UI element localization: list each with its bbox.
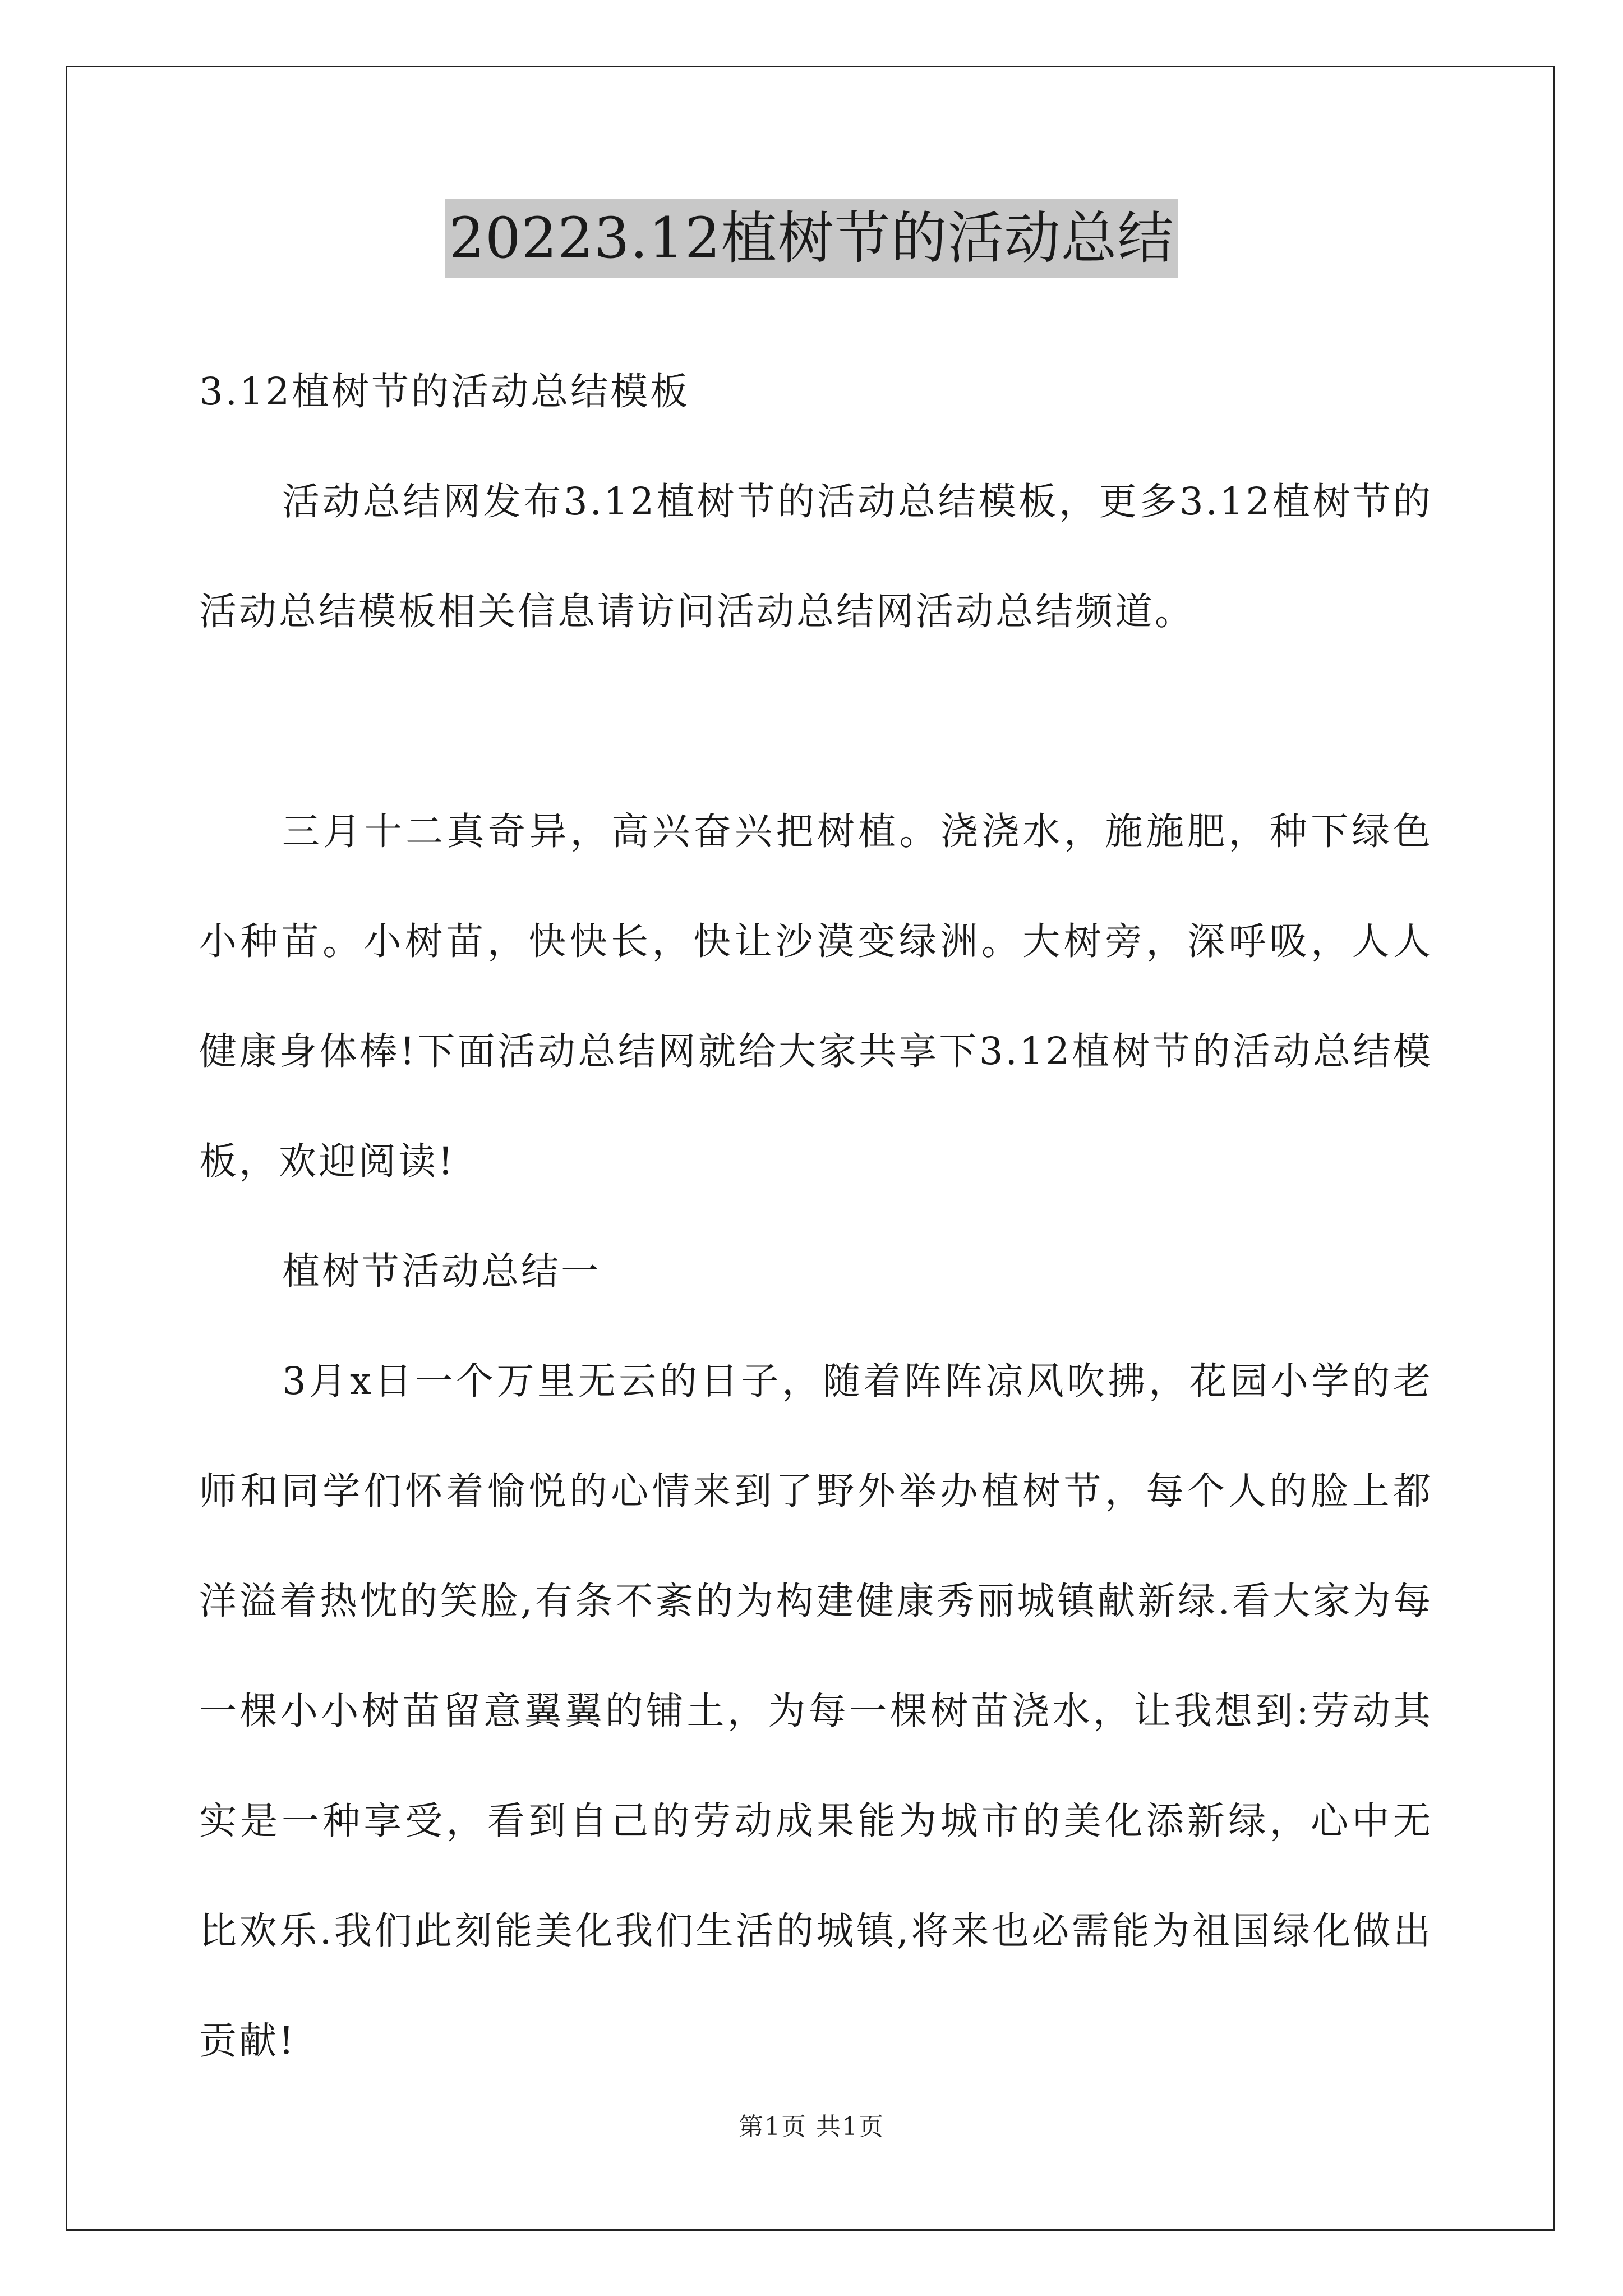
document-subtitle: 3.12植树节的活动总结模板 (199, 370, 690, 413)
poem-paragraph: 三月十二真奇异，高兴奋兴把树植。浇浇水，施施肥，种下绿色小种苗。小树苗，快快长，快让沙漠变绿洲。大树旁，深呼吸，人人健康身体棒!下面活动总结网就给大家共享下3.12植树节的活动总结模板，欢迎阅读! (199, 809, 1433, 1183)
document-body (199, 337, 1433, 2096)
document-title: 20223.12植树节的活动总结 (445, 199, 1177, 278)
title-container (0, 199, 1623, 278)
intro-paragraph: 活动总结网发布3.12植树节的活动总结模板，更多3.12植树节的活动总结模板相关信息请访问活动总结网活动总结频道。 (199, 480, 1433, 633)
body-paragraph: 3月x日一个万里无云的日子，随着阵阵凉风吹拂，花园小学的老师和同学们怀着愉悦的心情来到了野外举办植树节，每个人的脸上都洋溢着热忱的笑脸,有条不紊的为构建健康秀丽城镇献新绿.看大家为每一棵小小树苗留意翼翼的铺土，为每一棵树苗浇水，让我想到:劳动其实是一种享受，看到自己的劳动成果能为城市的美化添新绿，心中无比欢乐.我们此刻能美化我们生活的城镇,将来也必需能为祖国绿化做出贡献! (199, 1359, 1433, 2063)
paragraph-spacer (199, 666, 1433, 776)
page-footer: 第1页 共1页 (739, 2113, 884, 2141)
section-heading: 植树节活动总结一 (282, 1249, 601, 1293)
